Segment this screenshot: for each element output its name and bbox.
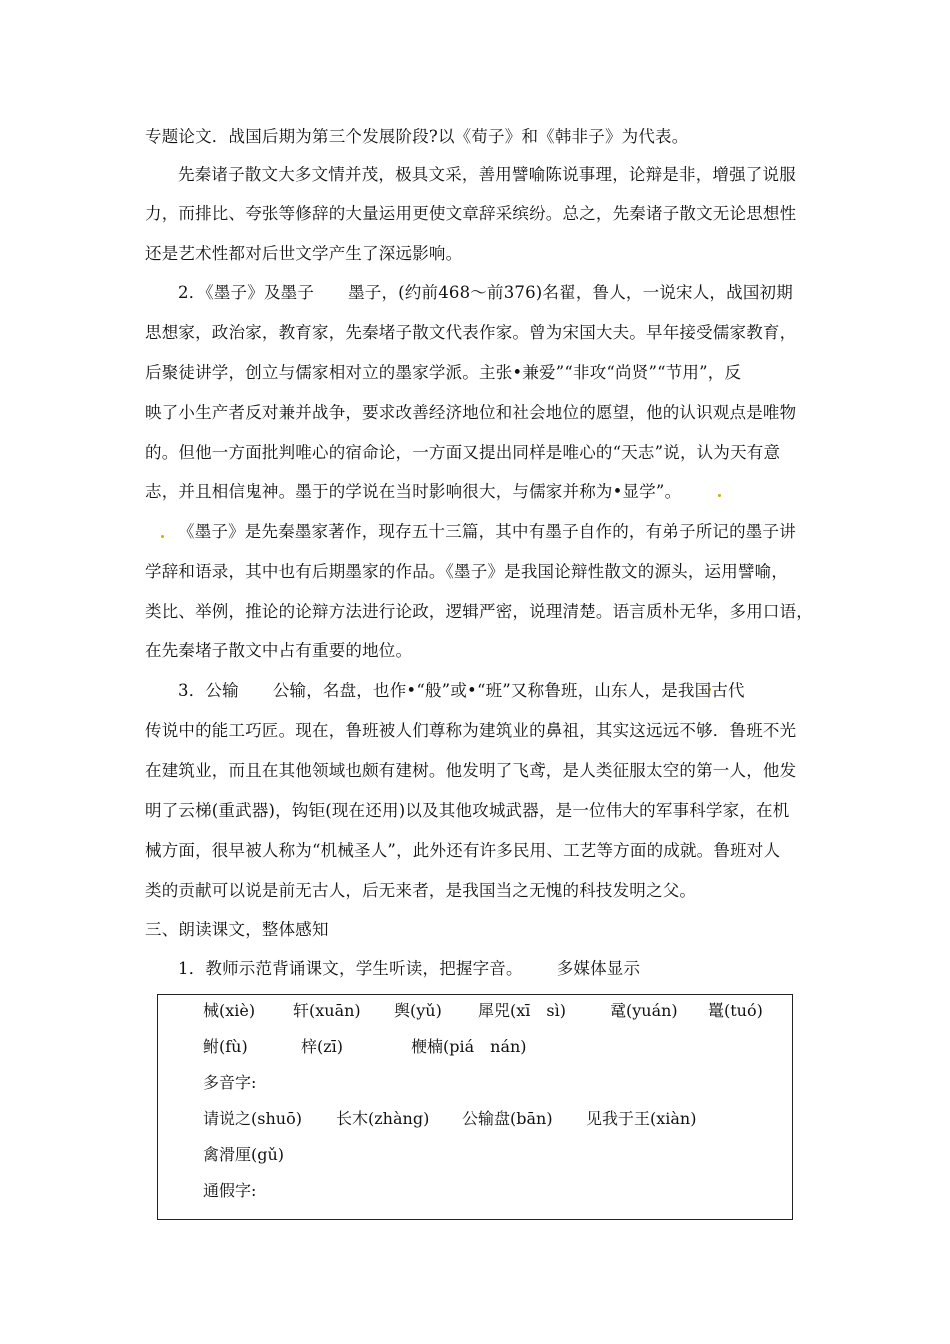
mozi-heading: 2．《墨子》及墨子 bbox=[178, 283, 315, 302]
paragraph-line: 类比、举例，推论的论辩方法进行论政，逻辑严密，说理清楚。语言质朴无华，多用口语， bbox=[145, 602, 813, 621]
paragraph-line: 先秦诸子散文大多文情并茂，极具文采，善用譬喻陈说事理，论辩是非，增强了说服 bbox=[178, 165, 796, 184]
pinyin-entry: 长木(zhàng) bbox=[336, 1109, 430, 1128]
marker-dot bbox=[718, 494, 721, 497]
gongshu-intro: 公输，名盘，也作•“般”或•“班”又称鲁班，山东人，是我国古代 bbox=[272, 681, 745, 700]
mozi-intro: 墨子，(约前468～前376)名翟，鲁人，一说宋人，战国初期 bbox=[348, 283, 793, 302]
pinyin-entry: 轩(xuān) bbox=[293, 1001, 361, 1020]
pinyin-entry: 见我于王(xiàn) bbox=[586, 1109, 697, 1128]
paragraph-line: 学辞和语录，其中也有后期墨家的作品。《墨子》是我国论辩性散文的源头，运用譬喻， bbox=[145, 562, 789, 581]
paragraph-line: 《墨子》是先秦墨家著作，现存五十三篇，其中有墨子自作的，有弟子所记的墨子讲 bbox=[178, 522, 796, 541]
mozi-section-line bbox=[178, 282, 793, 304]
paragraph-line: 明了云梯(重武器)，钩钜(现在还用)以及其他攻城武器，是一位伟大的军事科学家，在机 bbox=[145, 801, 790, 820]
paragraph-line: 的。但他一方面批判唯心的宿命论，一方面又提出同样是唯心的“天志”说，认为天有意 bbox=[145, 443, 781, 462]
pinyin-entry: 楩楠(piá nán) bbox=[411, 1037, 527, 1056]
pinyin-entry: 鼍(tuó) bbox=[708, 1001, 763, 1020]
section-heading: 三、朗读课文，整体感知 bbox=[145, 920, 329, 939]
pinyin-entry: 舆(yǔ) bbox=[394, 1001, 442, 1020]
tongjia-label: 通假字: bbox=[203, 1181, 257, 1200]
pinyin-entry: 请说之(shuō) bbox=[203, 1109, 302, 1128]
pinyin-entry: 械(xiè) bbox=[203, 1001, 256, 1020]
pronunciation-box bbox=[157, 994, 793, 1220]
paragraph-line: 力，而排比、夸张等修辞的大量运用更使文章辞采缤纷。总之，先秦诸子散文无论思想性 bbox=[145, 204, 797, 223]
paragraph-line: 志，并且相信鬼神。墨于的学说在当时影响很大，与儒家并称为•显学”。 bbox=[145, 482, 682, 501]
pinyin-entry: 犀兕(xī sì) bbox=[478, 1001, 566, 1020]
paragraph-line: 思想家，政治家，教育家，先秦堵子散文代表作家。曾为宋国大夫。早年接受儒家教育， bbox=[145, 323, 797, 342]
marker-dot bbox=[161, 535, 164, 538]
gongshu-section-line bbox=[178, 680, 745, 702]
paragraph-line: 专题论文．战国后期为第三个发展阶段?以《荀子》和《韩非子》为代表。 bbox=[145, 127, 689, 146]
paragraph-line: 传说中的能工巧匠。现在，鲁班被人们尊称为建筑业的鼻祖，其实这远远不够．鲁班不光 bbox=[145, 721, 797, 740]
step-line bbox=[178, 958, 640, 980]
paragraph-line: 械方面，很早被人称为“机械圣人”，此外还有许多民用、工艺等方面的成就。鲁班对人 bbox=[145, 841, 781, 860]
gongshu-heading: 3．公输 bbox=[178, 681, 239, 700]
paragraph-line: 映了小生产者反对兼并战争，要求改善经济地位和社会地位的愿望，他的认识观点是唯物 bbox=[145, 403, 797, 422]
paragraph-line: 在建筑业，而且在其他领域也颇有建树。他发明了飞鸢，是人类征服太空的第一人，他发 bbox=[145, 761, 797, 780]
paragraph-line: 还是艺术性都对后世文学产生了深远影响。 bbox=[145, 244, 463, 263]
paragraph-line: 类的贡献可以说是前无古人，后无来者，是我国当之无愧的科技发明之父。 bbox=[145, 881, 697, 900]
pinyin-entry: 鼋(yuán) bbox=[610, 1001, 678, 1020]
pinyin-entry: 梓(zī) bbox=[301, 1037, 344, 1056]
step1-media: 多媒体显示 bbox=[556, 959, 641, 978]
pinyin-entry: 禽滑厘(gǔ) bbox=[203, 1145, 285, 1164]
pinyin-entry: 鲋(fù) bbox=[203, 1037, 248, 1056]
paragraph-line: 在先秦堵子散文中占有重要的地位。 bbox=[145, 641, 413, 660]
pinyin-entry: 公输盘(bān) bbox=[462, 1109, 553, 1128]
step1-text: 1．教师示范背诵课文，学生听读，把握字音。 bbox=[178, 959, 523, 978]
polyphonic-label: 多音字: bbox=[203, 1073, 257, 1092]
paragraph-line: 后聚徒讲学，创立与儒家相对立的墨家学派。主张•兼爱”“非攻“尚贤”“节用”，反 bbox=[145, 363, 742, 382]
